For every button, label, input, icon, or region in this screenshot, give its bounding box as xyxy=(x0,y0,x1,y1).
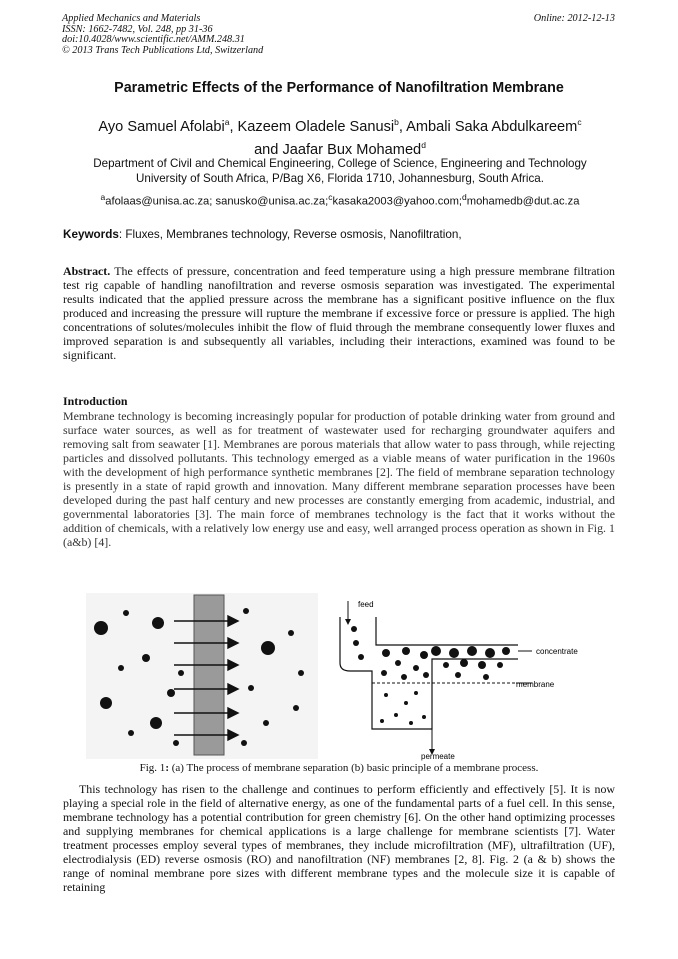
email-link[interactable]: sanusko@unisa.ac.za; xyxy=(215,195,329,208)
affiliation xyxy=(50,156,630,186)
introduction-text: Membrane technology is becoming increasingly popular for production of potable drinking water from ground and surface water sources, as well as for treatment of wastewater used for recharging groundwater aquifers and removing salt from seawater [1]. Membranes are porous materials that allow water to pass through, while rejecting particles and dissolved pollutants. This technology emerged as a viable means of water purification in the 1960s with the development of high performance synthetic membranes [2]. The field of membrane separation technology is presently in a state of rapid growth and innovation. Many different membrane separation processes have been developed during the past half century and new processes are constantly emerging from academic, industrial, and governmental laboratories [3]. The main force of membranes technology is the fact that it works without the addition of chemicals, with a relatively low energy use and easy, well arranged process operation as shown in Fig. 1 (a&b) [4]. xyxy=(63,409,615,550)
author-sup: a xyxy=(224,117,230,127)
abstract xyxy=(63,264,615,362)
caption-colon: : xyxy=(165,762,169,774)
doi-line: doi:10.4028/www.scientific.net/AMM.248.31 xyxy=(62,34,245,46)
permeate-label: permeate xyxy=(421,752,455,761)
email-sup: c xyxy=(328,192,333,202)
author-sup: d xyxy=(421,139,426,150)
feed-label: feed xyxy=(358,600,374,609)
email-sup: a xyxy=(100,192,106,202)
email-link[interactable]: afolaas@unisa.ac.za; xyxy=(105,195,213,208)
journal-header xyxy=(62,14,263,56)
online-date: Online: 2012-12-13 xyxy=(533,13,615,24)
paper-title: Parametric Effects of the Performance of Nanofiltration Membrane xyxy=(114,80,564,96)
figure-1-caption xyxy=(0,762,678,774)
figure-1a-panel xyxy=(86,593,318,759)
journal-name: Applied Mechanics and Materials xyxy=(62,13,201,24)
figure-1 xyxy=(86,593,616,761)
concentrate-label: concentrate xyxy=(536,647,578,656)
email-link[interactable]: kasaka2003@yahoo.com; xyxy=(332,195,463,208)
introduction-heading: Introduction xyxy=(63,394,128,408)
abstract-text: The effects of pressure, concentration and feed temperature using a high pressure membrane filtration test rig capable of handling nanofiltration and reverse osmosis separation was investigated. The experimental results indicated that the applied pressure across the membrane has a significant positive influence on the flux produced and increasing the pressure will rupture the membrane if excessive force or pressure is applied. The high concentrations of solutes/molecules inhibit the flow of fluid through the membrane consequently lower fluxes and improved separation is and subsequently all variables, including their interactions, examined was found to be significant. xyxy=(63,264,615,363)
author-name: and Jaafar Bux Mohamed xyxy=(254,141,422,158)
abstract-label: Abstract. xyxy=(63,264,111,278)
caption-prefix: Fig. 1 xyxy=(139,762,166,774)
author-name: , Kazeem Oladele Sanusi xyxy=(229,118,395,135)
affiliation-line: Department of Civil and Chemical Engineering, College of Science, Engineering and Technology xyxy=(93,157,587,170)
email-list xyxy=(40,192,640,208)
keywords xyxy=(63,228,623,241)
author-sup: b xyxy=(394,117,399,127)
issn-line: ISSN: 1662-7482, Vol. 248, pp 31-36 xyxy=(62,23,213,35)
body-paragraph: This technology has risen to the challenge and continues to perform efficiently and effectively [5]. It is now playing a special role in the field of alternative energy, as one of the fundamental parts of a fuel cell. In this sense, membrane technology has a potential contribution for green chemistry [6]. On the other hand optimizing processes and supplying membranes for chemical applications is a large challenge for membrane scientists [7]. Water treatment processes employ several types of membranes, they include microfiltration (MF), ultrafiltration (UF), electrodialysis (ED) reverse osmosis (RO) and nanofiltration (NF) membranes [2, 8]. Fig. 2 (a & b) shows the range of nominal membrane pore sizes with different membrane types and the molecule size it is capable of retaining xyxy=(63,782,615,895)
keywords-label: Keywords xyxy=(63,228,119,241)
copyright-line: © 2013 Trans Tech Publications Ltd, Switzerland xyxy=(62,44,264,56)
author-sup: c xyxy=(577,117,582,127)
affiliation-line: University of South Africa, P/Bag X6, Florida 1710, Johannesburg, South Africa. xyxy=(136,172,544,185)
keywords-text: : Fluxes, Membranes technology, Reverse osmosis, Nanofiltration, xyxy=(118,228,462,241)
email-link[interactable]: mohamedb@dut.ac.za xyxy=(466,195,580,208)
author-list xyxy=(40,113,640,159)
email-sup: d xyxy=(462,192,467,202)
membrane-label: membrane xyxy=(516,680,555,689)
figure-1b-panel xyxy=(340,600,578,761)
author-name: , Ambali Saka Abdulkareem xyxy=(398,118,578,135)
author-name: Ayo Samuel Afolabi xyxy=(98,118,225,135)
caption-text: (a) The process of membrane separation (b) basic principle of a membrane process. xyxy=(168,762,539,774)
